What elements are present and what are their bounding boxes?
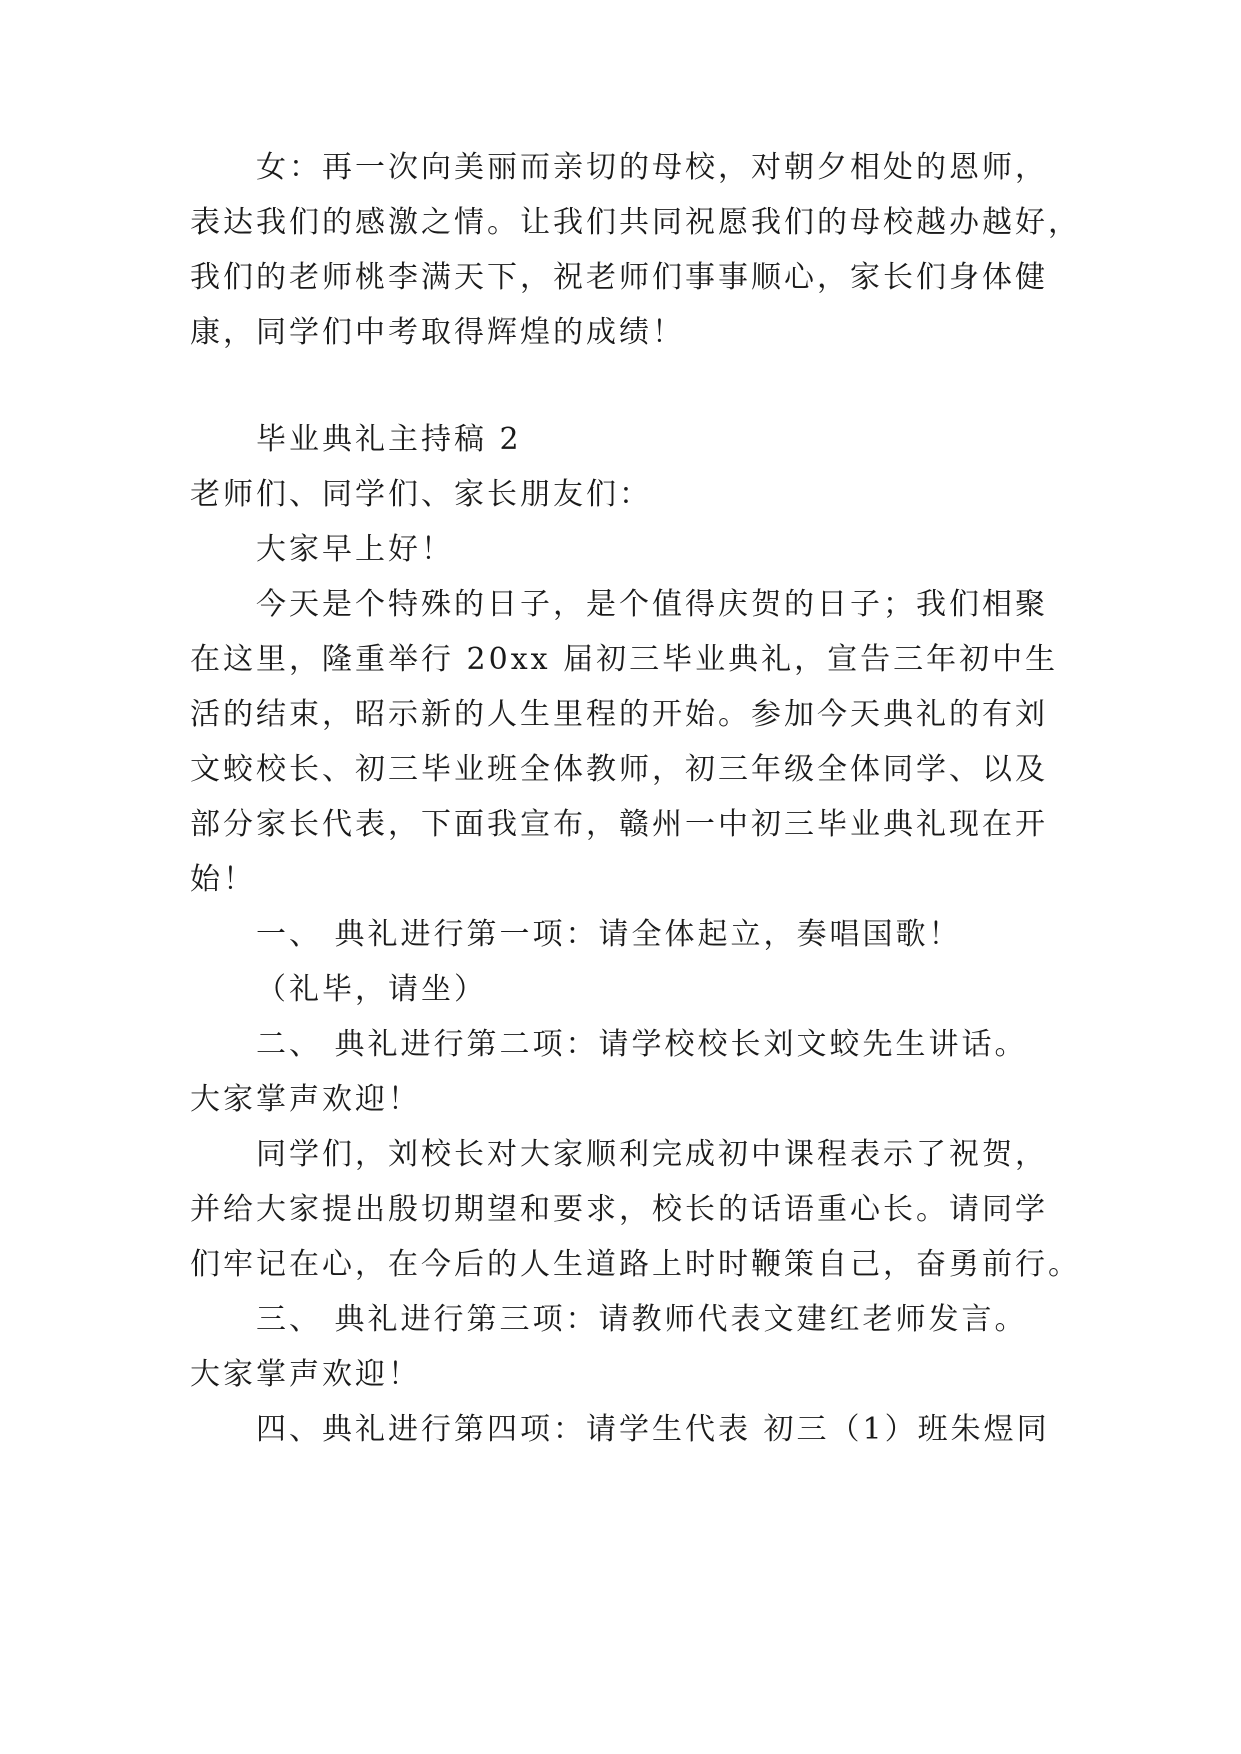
paragraph2-line1: 今天是个特殊的日子，是个值得庆贺的日子；我们相聚 bbox=[256, 587, 1048, 622]
paragraph2-line2: 在这里，隆重举行 20xx 届初三毕业典礼，宣告三年初中生 bbox=[190, 642, 1059, 677]
item2-line2: 大家掌声欢迎！ bbox=[190, 1082, 421, 1117]
item3-line1: 三、 典礼进行第三项：请教师代表文建红老师发言。 bbox=[256, 1302, 1028, 1337]
paragraph3-line3: 们牢记在心，在今后的人生道路上时时鞭策自己，奋勇前行。 bbox=[190, 1247, 1081, 1282]
item2-line1: 二、 典礼进行第二项：请学校校长刘文蛟先生讲话。 bbox=[256, 1027, 1028, 1062]
paragraph1-line4: 康，同学们中考取得辉煌的成绩！ bbox=[190, 315, 685, 350]
paragraph1-line3: 我们的老师桃李满天下，祝老师们事事顺心，家长们身体健 bbox=[190, 260, 1048, 295]
item4-line1: 四、典礼进行第四项：请学生代表 初三（1）班朱煜同 bbox=[256, 1412, 1050, 1447]
salutation: 老师们、同学们、家长朋友们： bbox=[190, 477, 652, 512]
paragraph2-line4: 文蛟校长、初三毕业班全体教师，初三年级全体同学、以及 bbox=[190, 752, 1048, 787]
paragraph2-line6: 始！ bbox=[190, 862, 256, 897]
paragraph1-line1: 女：再一次向美丽而亲切的母校，对朝夕相处的恩师， bbox=[256, 150, 1048, 185]
paragraph2-line3: 活的结束，昭示新的人生里程的开始。参加今天典礼的有刘 bbox=[190, 697, 1048, 732]
paragraph3-line2: 并给大家提出殷切期望和要求，校长的话语重心长。请同学 bbox=[190, 1192, 1048, 1227]
paragraph3-line1: 同学们，刘校长对大家顺利完成初中课程表示了祝贺， bbox=[256, 1137, 1048, 1172]
greeting: 大家早上好！ bbox=[256, 532, 454, 567]
item3-line2: 大家掌声欢迎！ bbox=[190, 1357, 421, 1392]
item1-line: 一、 典礼进行第一项：请全体起立，奏唱国歌！ bbox=[256, 917, 962, 952]
item1-note: （礼毕，请坐） bbox=[256, 972, 487, 1007]
paragraph2-line5: 部分家长代表，下面我宣布，赣州一中初三毕业典礼现在开 bbox=[190, 807, 1048, 842]
section-title: 毕业典礼主持稿 2 bbox=[256, 422, 522, 457]
paragraph1-line2: 表达我们的感激之情。让我们共同祝愿我们的母校越办越好， bbox=[190, 205, 1081, 240]
